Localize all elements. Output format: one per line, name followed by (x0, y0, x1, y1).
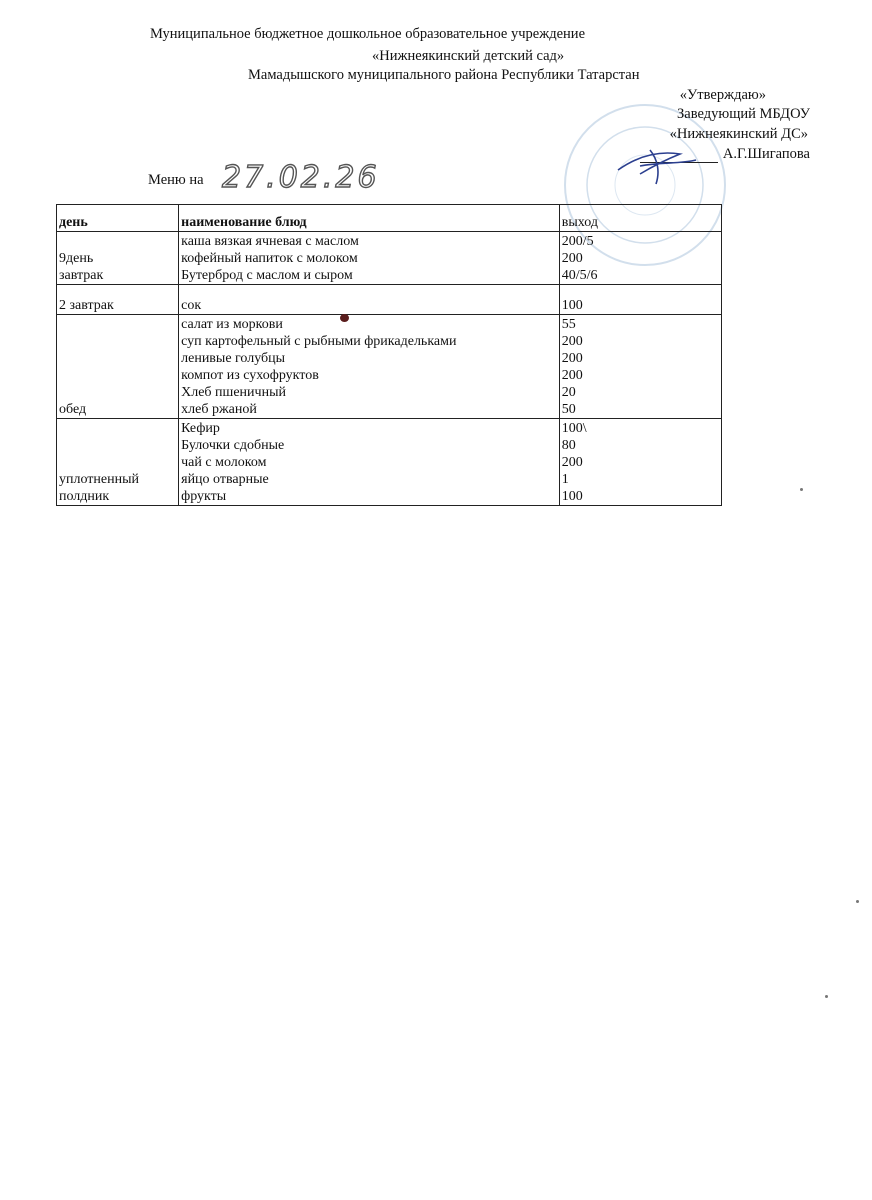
dish-output: 80 (561, 438, 576, 453)
meal-label: завтрак (59, 268, 104, 283)
column-header-day: день (57, 205, 179, 232)
dish-name: яйцо отварные (181, 472, 269, 487)
meal-label: полдник (59, 489, 110, 504)
meal-label: 2 завтрак (59, 298, 114, 313)
outputs-cell (559, 315, 721, 419)
dish-output: 200 (561, 334, 583, 349)
dish-name: Кефир (181, 421, 220, 436)
dish-output: 55 (561, 317, 576, 332)
meal-label: уплотненный (59, 472, 140, 487)
meal-label: 9день (59, 251, 94, 266)
dish-name: ленивые голубцы (181, 351, 286, 366)
org-header-line2: «Нижнеякинский детский сад» (372, 48, 565, 64)
dish-name: сок (181, 298, 202, 313)
dish-output: 200 (561, 455, 583, 470)
meal-cell (57, 315, 179, 419)
dish-name: Хлеб пшеничный (181, 385, 286, 400)
meal-cell (57, 419, 179, 506)
signature-icon (610, 140, 700, 190)
dish-output: 100\ (561, 421, 587, 436)
dishes-cell (179, 419, 560, 506)
dish-name: Бутерброд с маслом и сыром (181, 268, 353, 283)
dish-name: кофейный напиток с молоком (181, 251, 358, 266)
outputs-cell (559, 419, 721, 506)
column-header-dish: наименование блюд (179, 205, 560, 232)
outputs-cell (559, 232, 721, 285)
dish-output: 1 (561, 472, 569, 487)
approval-position: Заведующий МБДОУ (677, 106, 810, 122)
ink-spot (800, 488, 803, 491)
ink-spot (856, 900, 859, 903)
dish-output: 200/5 (561, 234, 594, 249)
approval-title: «Утверждаю» (679, 87, 766, 103)
handwritten-date (220, 157, 390, 197)
meal-label: обед (59, 402, 87, 417)
dishes-cell (179, 232, 560, 285)
approval-org: «Нижнеякинский ДС» (669, 126, 808, 142)
dish-name: суп картофельный с рыбными фрикадельками (181, 334, 457, 349)
table-row (57, 285, 722, 315)
dish-output: 200 (561, 351, 583, 366)
dish-output: 40/5/6 (561, 268, 598, 283)
meal-cell (57, 285, 179, 315)
table-row (57, 315, 722, 419)
menu-label: Меню на (148, 172, 204, 188)
dish-name: каша вязкая ячневая с маслом (181, 234, 359, 249)
approval-name: А.Г.Шигапова (722, 146, 810, 162)
dish-name: чай с молоком (181, 455, 267, 470)
dishes-cell (179, 285, 560, 315)
svg-text:27.02.26: 27.02.26 (222, 160, 380, 195)
dish-output: 100 (561, 298, 583, 313)
dish-output: 200 (561, 368, 583, 383)
org-header-line1: Муниципальное бюджетное дошкольное образовательное учреждение (150, 26, 585, 42)
dish-name: хлеб ржаной (181, 402, 257, 417)
dish-name: Булочки сдобные (181, 438, 285, 453)
ink-spot (825, 995, 828, 998)
table-row (57, 232, 722, 285)
menu-table (56, 204, 722, 506)
outputs-cell (559, 285, 721, 315)
dish-name: фрукты (181, 489, 227, 504)
dish-name: компот из сухофруктов (181, 368, 319, 383)
dish-output: 200 (561, 251, 583, 266)
ink-spot (340, 314, 349, 322)
dish-output: 20 (561, 385, 576, 400)
dish-output: 100 (561, 489, 583, 504)
table-header-row (57, 205, 722, 232)
dish-name: салат из моркови (181, 317, 283, 332)
dishes-cell (179, 315, 560, 419)
column-header-output: выход (559, 205, 721, 232)
table-row (57, 419, 722, 506)
dish-output: 50 (561, 402, 576, 417)
meal-cell (57, 232, 179, 285)
org-header-line3: Мамадышского муниципального района Республики Татарстан (248, 67, 640, 83)
